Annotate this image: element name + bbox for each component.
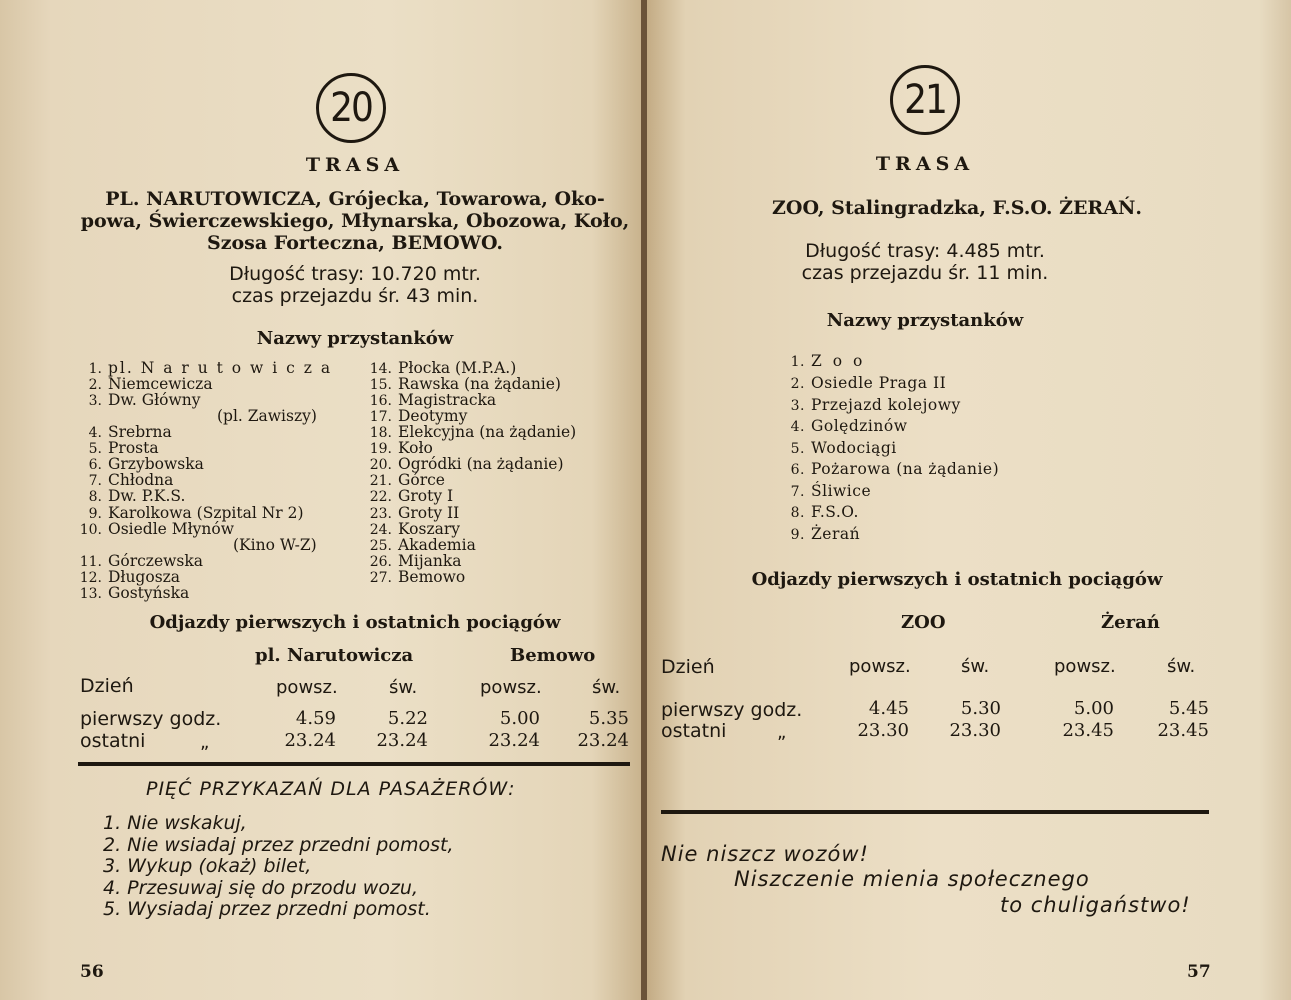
departures-heading: Odjazdy pierwszych i ostatnich pociągów	[149, 612, 561, 633]
time-last-holiday-b: 23.45	[1157, 720, 1209, 741]
stop-item: 3. Dw. Główny	[88, 391, 201, 409]
trasa-label: TRASA	[305, 154, 405, 176]
holiday-header-b: św.	[592, 677, 621, 698]
route-line: Szosa Forteczna, BEMOWO.	[206, 232, 504, 254]
first-label: pierwszy godz.	[80, 708, 222, 730]
stop-item-continuation: (pl. Zawiszy)	[217, 407, 317, 425]
route-number-badge: 20	[316, 73, 386, 143]
trasa-label: TRASA	[875, 153, 975, 175]
divider-rule	[661, 810, 1209, 814]
stop-item: 19. Koło	[369, 439, 433, 457]
stop-item: 5. Wodociągi	[790, 439, 897, 457]
left-page	[0, 0, 643, 1000]
stop-item: 12. Długosza	[79, 568, 181, 586]
stop-item: 1. Z o o	[790, 352, 866, 370]
departures-heading: Odjazdy pierwszych i ostatnich pociągów	[751, 569, 1163, 590]
route-time: czas przejazdu śr. 43 min.	[231, 285, 479, 307]
time-last-weekday-a: 23.30	[857, 720, 909, 741]
stop-item: 25. Akademia	[369, 536, 476, 554]
route-number-badge: 21	[890, 65, 960, 135]
stops-heading: Nazwy przystanków	[256, 328, 454, 349]
holiday-header-b: św.	[1167, 656, 1196, 677]
stop-item: 2. Niemcewicza	[88, 375, 213, 393]
stop-item: 6. Pożarowa (na żądanie)	[790, 460, 1000, 478]
terminal-a: pl. Narutowicza	[255, 645, 414, 666]
time-first-holiday-b: 5.45	[1168, 698, 1209, 719]
day-label: Dzień	[661, 656, 715, 678]
time-first-weekday-a: 4.59	[295, 708, 336, 729]
stop-item: 13. Gostyńska	[79, 584, 190, 602]
commandments-list	[103, 813, 453, 921]
commandment-item: 5. Wysiadaj przez przedni pomost.	[103, 898, 431, 920]
commandment-item: 4. Przesuwaj się do przodu wozu,	[103, 876, 419, 899]
page-number: 56	[80, 962, 104, 982]
slogan-line-1: Nie niszcz wozów!	[661, 842, 869, 866]
stop-item: 14. Płocka (M.P.A.)	[369, 359, 517, 377]
last-label: ostatni	[661, 720, 727, 742]
stop-item: 1. pl. N a r u t o w i c z a	[88, 359, 333, 377]
route-time: czas przejazdu śr. 11 min.	[801, 262, 1049, 284]
terminal-b: Żerań	[1101, 612, 1160, 633]
stop-item: 18. Elekcyjna (na żądanie)	[369, 423, 577, 441]
stop-item: 9. Karolkowa (Szpital Nr 2)	[88, 504, 304, 522]
stop-item: 16. Magistracka	[369, 391, 497, 409]
stop-item: 7. Chłodna	[88, 471, 174, 489]
right-page	[647, 0, 1291, 1000]
terminal-b: Bemowo	[510, 645, 596, 666]
stop-item: 27. Bemowo	[369, 568, 466, 586]
time-first-holiday-a: 5.22	[387, 708, 428, 729]
day-label: Dzień	[80, 675, 134, 697]
slogan-line-2: Niszczenie mienia społecznego	[734, 867, 1090, 891]
last-label: ostatni	[80, 730, 146, 752]
slogan-line-3: to chuligaństwo!	[1000, 893, 1191, 917]
time-first-holiday-a: 5.30	[960, 698, 1001, 719]
stop-item: 26. Mijanka	[369, 552, 462, 570]
time-last-weekday-b: 23.45	[1062, 720, 1114, 741]
stops-heading: Nazwy przystanków	[826, 310, 1024, 331]
stop-item: 23. Groty II	[369, 504, 460, 522]
stop-item: 2. Osiedle Praga II	[790, 374, 947, 392]
time-last-holiday-a: 23.30	[949, 720, 1001, 741]
route-length: Długość trasy: 4.485 mtr.	[805, 240, 1045, 262]
stop-item: 5. Prosta	[88, 439, 159, 457]
commandment-item: 2. Nie wsiadaj przez przedni pomost,	[103, 833, 454, 856]
stop-item: 8. F.S.O.	[790, 503, 859, 521]
route-length: Długość trasy: 10.720 mtr.	[229, 263, 481, 285]
stop-item: 7. Śliwice	[790, 482, 872, 500]
stop-item: 17. Deotymy	[369, 407, 468, 425]
stop-item: 22. Groty I	[369, 487, 454, 505]
commandments-title: PIĘĆ PRZYKAZAŃ DLA PASAŻERÓW:	[146, 778, 516, 800]
divider-rule	[78, 762, 630, 766]
page-number: 57	[1187, 962, 1211, 982]
weekday-header-b: powsz.	[1054, 656, 1116, 677]
time-last-holiday-b: 23.24	[577, 730, 629, 751]
stop-item: 11. Górczewska	[79, 552, 203, 570]
route-description	[80, 188, 630, 254]
route-line: PL. NARUTOWICZA, Grójecka, Towarowa, Oko-	[105, 188, 605, 210]
ditto-mark: „	[200, 732, 210, 753]
stop-item: 4. Golędzinów	[790, 417, 908, 435]
stop-item: 3. Przejazd kolejowy	[790, 396, 961, 414]
terminal-a: ZOO	[901, 612, 946, 633]
ditto-mark: „	[777, 722, 787, 743]
time-first-weekday-b: 5.00	[499, 708, 540, 729]
route-line: powa, Świerczewskiego, Młynarska, Obozowa, Koło,	[80, 210, 630, 232]
time-first-holiday-b: 5.35	[588, 708, 629, 729]
commandment-item: 1. Nie wskakuj,	[103, 812, 247, 834]
stop-item: 4. Srebrna	[88, 423, 172, 441]
stop-item: 10. Osiedle Młynów	[79, 520, 235, 538]
stop-item: 20. Ogródki (na żądanie)	[369, 455, 564, 473]
holiday-header-a: św.	[961, 656, 990, 677]
holiday-header-a: św.	[389, 677, 418, 698]
stop-item: 15. Rawska (na żądanie)	[369, 375, 561, 393]
time-last-weekday-b: 23.24	[488, 730, 540, 751]
weekday-header-b: powsz.	[480, 677, 542, 698]
route-description: ZOO, Stalingradzka, F.S.O. ŻERAŃ.	[772, 197, 1142, 219]
commandment-item: 3. Wykup (okaż) bilet,	[103, 855, 312, 877]
stop-item: 6. Grzybowska	[88, 455, 204, 473]
first-label: pierwszy godz.	[661, 699, 803, 721]
time-last-weekday-a: 23.24	[284, 730, 336, 751]
time-first-weekday-a: 4.45	[868, 698, 909, 719]
stop-item: 9. Żerań	[790, 525, 861, 543]
time-first-weekday-b: 5.00	[1073, 698, 1114, 719]
stop-item: 24. Koszary	[369, 520, 461, 538]
stop-item: 8. Dw. P.K.S.	[88, 487, 186, 505]
weekday-header-a: powsz.	[849, 656, 911, 677]
stop-item: 21. Górce	[369, 471, 445, 489]
weekday-header-a: powsz.	[276, 677, 338, 698]
stop-item-continuation: (Kino W-Z)	[233, 536, 317, 554]
time-last-holiday-a: 23.24	[376, 730, 428, 751]
